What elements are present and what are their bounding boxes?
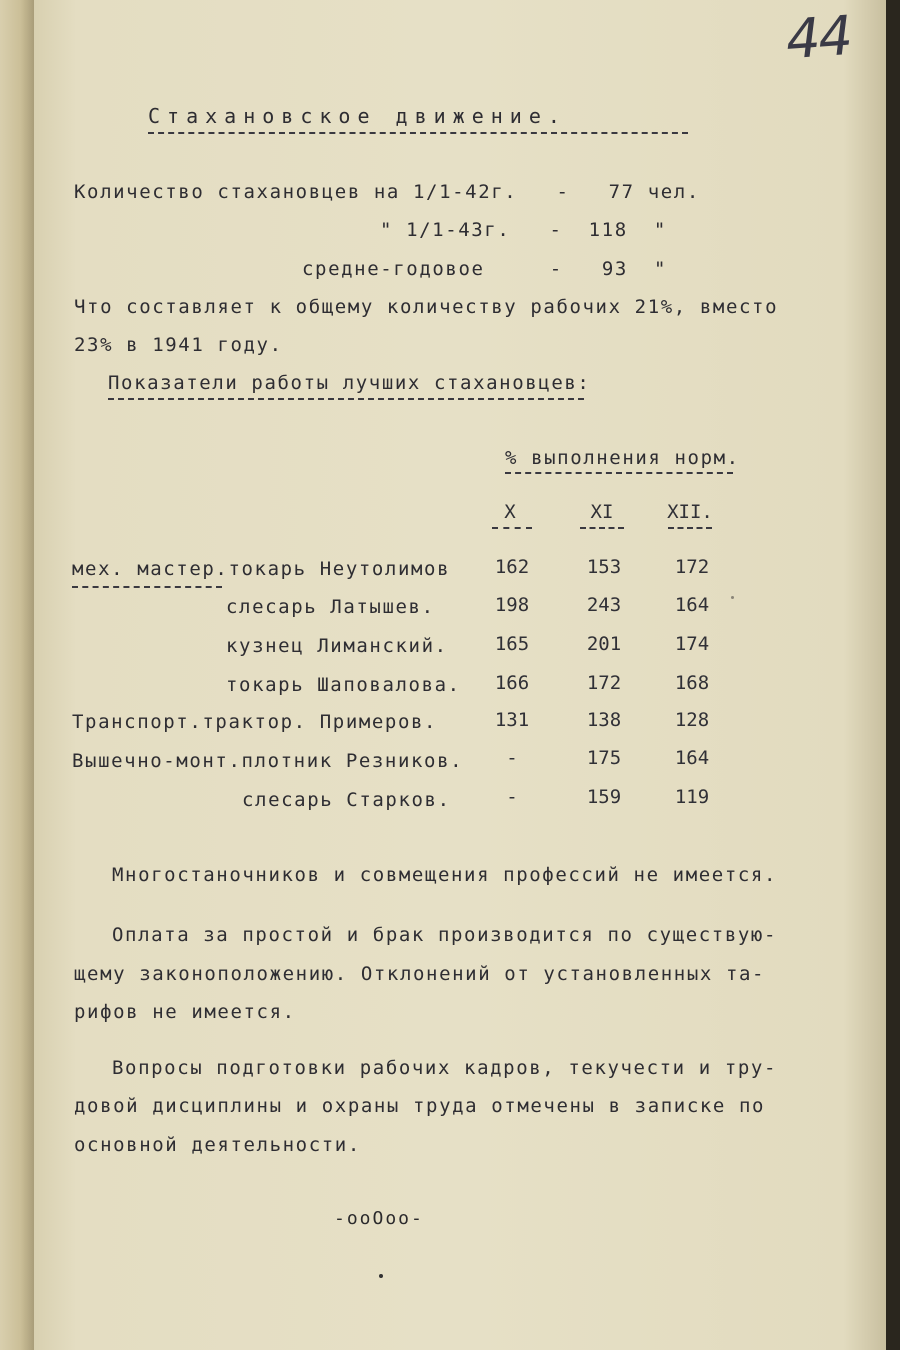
row-value: 128 — [674, 709, 710, 731]
paragraph-payment-line: Оплата за простой и брак производится по существую- — [112, 924, 777, 946]
row-value: 172 — [674, 556, 710, 578]
column-header-x: X — [504, 501, 516, 523]
row-value: 162 — [494, 556, 530, 578]
row-value: 174 — [674, 633, 710, 655]
row-value: 138 — [586, 709, 622, 731]
column-underline-xi — [580, 527, 624, 529]
percent-line-2: 23% в 1941 году. — [74, 334, 283, 356]
row-value: 198 — [494, 594, 530, 616]
row-value: 164 — [674, 747, 710, 769]
paragraph-training-line: довой дисциплины и охраны труда отмечены в записке по — [74, 1095, 766, 1117]
row-label: Транспорт.трактор. Примеров. — [72, 711, 438, 733]
row-label: слесарь Старков. — [242, 789, 451, 811]
row-value: 119 — [674, 786, 710, 808]
column-header-xii: XII. — [667, 501, 713, 523]
ink-dot — [731, 596, 734, 599]
paragraph-payment-line: щему законоположению. Отклонений от установленных та- — [74, 963, 766, 985]
paragraph-training-line: основной деятельности. — [74, 1134, 361, 1156]
column-underline-xii — [668, 527, 712, 529]
row-value: 159 — [586, 786, 622, 808]
paragraph-training-line: Вопросы подготовки рабочих кадров, текучести и тру- — [112, 1057, 777, 1079]
column-underline-x — [492, 527, 532, 529]
row-value: 172 — [586, 672, 622, 694]
row-value: 165 — [494, 633, 530, 655]
row-label: Вышечно-монт.плотник Резников. — [72, 750, 464, 772]
binding-edge — [0, 0, 34, 1350]
row-value: 243 — [586, 594, 622, 616]
title-underline — [148, 132, 688, 134]
row-label-underline — [72, 586, 222, 588]
row-value: 168 — [674, 672, 710, 694]
end-mark: -ooOoo- — [334, 1208, 424, 1229]
row-value: - — [506, 786, 518, 808]
section-heading: Показатели работы лучших стахановцев: — [108, 372, 591, 394]
row-label: кузнец Лиманский. — [226, 635, 448, 657]
section-heading-underline — [108, 398, 584, 400]
row-label: слесарь Латышев. — [226, 596, 435, 618]
table-group-underline — [505, 472, 733, 474]
table-group-header: % выполнения норм. — [505, 447, 740, 469]
percent-line: Что составляет к общему количеству рабочих 21%, вместо — [74, 296, 779, 318]
column-header-xi: XI — [590, 501, 614, 523]
row-label: токарь Шаповалова. — [226, 674, 461, 696]
paragraph-multi-machine: Многостаночников и совмещения профессий не имеется. — [112, 864, 777, 886]
count-1942: Количество стахановцев на 1/1-42г. - 77 чел. — [74, 181, 700, 203]
row-value: 153 — [586, 556, 622, 578]
ink-dot — [379, 1274, 383, 1278]
count-1943: " 1/1-43г. - 118 " — [380, 219, 667, 241]
paragraph-payment-line: рифов не имеется. — [74, 1001, 296, 1023]
count-average: средне-годовое - 93 " — [302, 258, 668, 280]
page-number: 44 — [783, 3, 853, 72]
row-label: мех. мастер.токарь Неутолимов — [72, 558, 451, 580]
row-value: 166 — [494, 672, 530, 694]
row-value: 175 — [586, 747, 622, 769]
row-value: 164 — [674, 594, 710, 616]
row-value: 201 — [586, 633, 622, 655]
row-value: - — [506, 747, 518, 769]
document-title: Стахановское движение. — [148, 104, 567, 128]
row-value: 131 — [494, 709, 530, 731]
